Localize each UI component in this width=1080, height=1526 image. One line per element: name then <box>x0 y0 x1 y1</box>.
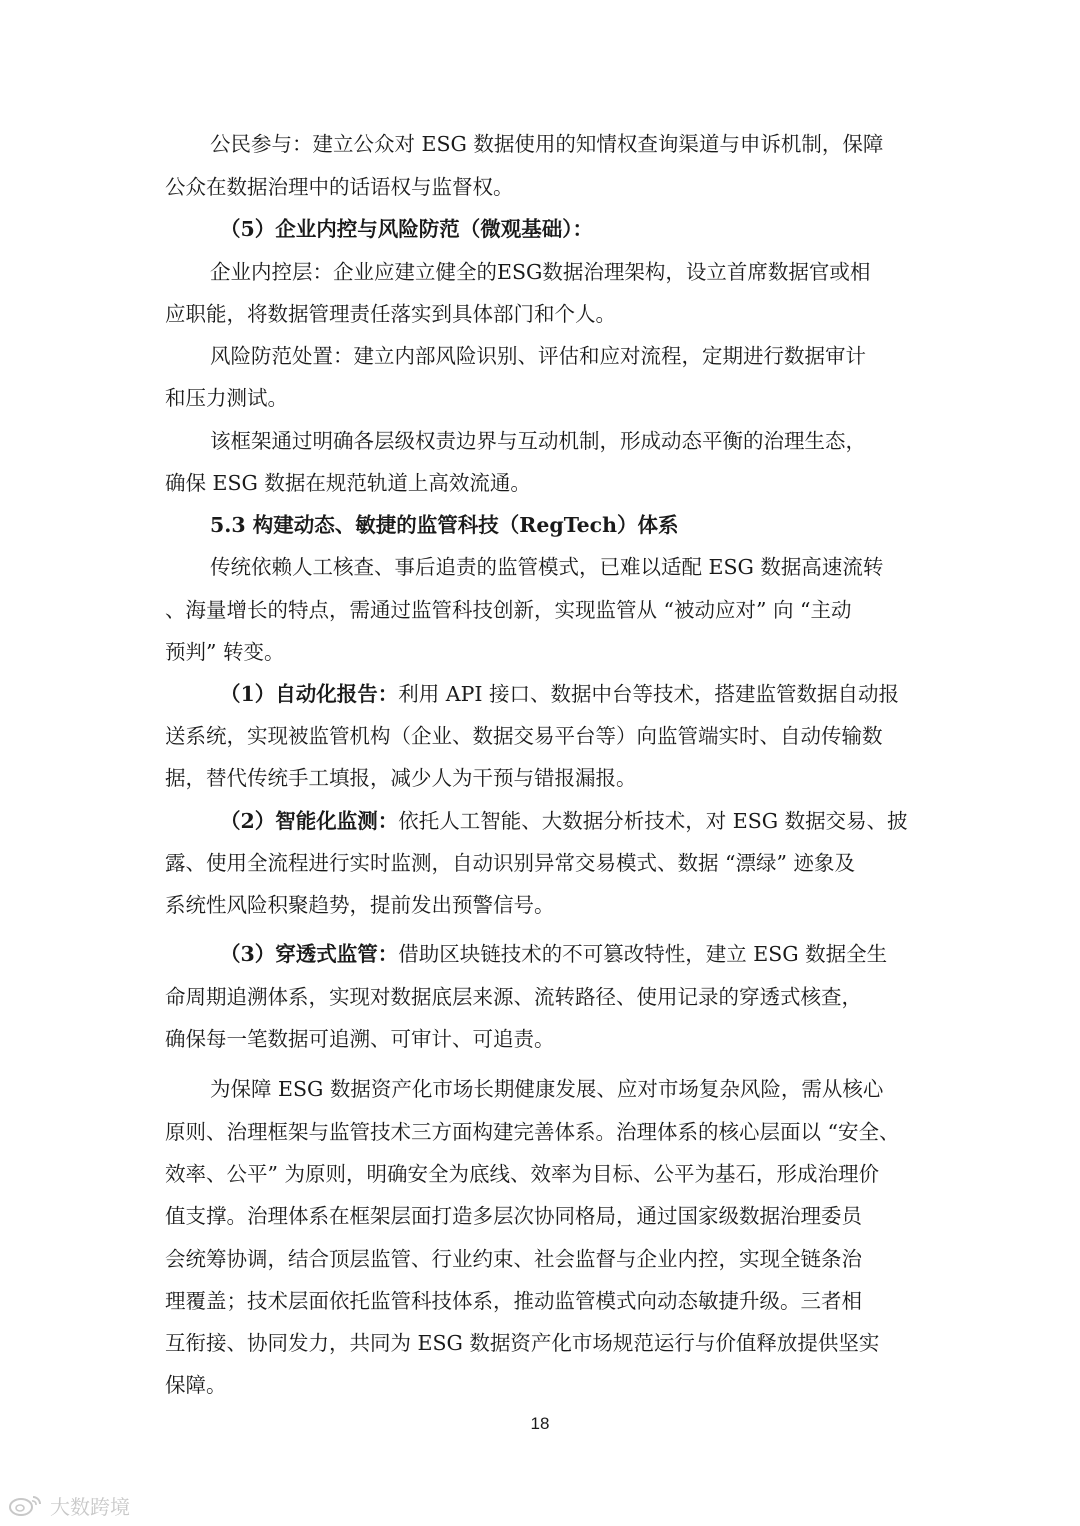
watermark <box>8 1490 130 1520</box>
text-line: 互衔接、协同发力，共同为 ESG 数据资产化市场规范运行与价值释放提供坚实 <box>165 1331 880 1355</box>
list-item-text: 利用 API 接口、数据中台等技术，搭建监管数据自动报 <box>398 682 899 706</box>
text-line: 公众在数据治理中的话语权与监督权。 <box>165 175 514 199</box>
text-line: 命周期追溯体系，实现对数据底层来源、流转路径、使用记录的穿透式核查， <box>165 985 862 1009</box>
text-line: 原则、治理框架与监管技术三方面构建完善体系。治理体系的核心层面以 “安全、 <box>165 1120 900 1144</box>
text-line: 保障。 <box>165 1373 227 1397</box>
text-line: 会统筹协调，结合顶层监管、行业约束、社会监督与企业内控，实现全链条治 <box>165 1247 862 1271</box>
text-line: 系统性风险积聚趋势，提前发出预警信号。 <box>165 893 555 917</box>
watermark-text: 大数跨境 <box>50 1494 130 1519</box>
list-item-text: 依托人工智能、大数据分析技术，对 ESG 数据交易、披 <box>398 809 908 833</box>
text-line: 、海量增长的特点，需通过监管科技创新，实现监管从 “被动应对” 向 “主动 <box>165 598 852 622</box>
text-line: 露、使用全流程进行实时监测，自动识别异常交易模式、数据 “漂绿” 迹象及 <box>165 851 855 875</box>
text-line: 值支撑。治理体系在框架层面打造多层次协同格局，通过国家级数据治理委员 <box>165 1204 862 1228</box>
text-line: 预判” 转变。 <box>165 640 285 664</box>
text-line: 效率、公平” 为原则，明确安全为底线、效率为目标、公平为基石，形成治理价 <box>165 1162 879 1186</box>
list-item-first-line <box>220 807 980 835</box>
weibo-logo-icon <box>8 1492 44 1518</box>
text-line: 传统依赖人工核查、事后追责的监管模式，已难以适配 ESG 数据高速流转 <box>210 555 884 579</box>
text-line: 应职能，将数据管理责任落实到具体部门和个人。 <box>165 302 616 326</box>
text-line: 为保障 ESG 数据资产化市场长期健康发展、应对市场复杂风险，需从核心 <box>210 1077 884 1101</box>
text-line: 公民参与：建立公众对 ESG 数据使用的知情权查询渠道与申诉机制，保障 <box>210 132 884 156</box>
text-line: 送系统，实现被监管机构（企业、数据交易平台等）向监管端实时、自动传输数 <box>165 724 883 748</box>
list-item-label: （3）穿透式监管： <box>220 942 399 966</box>
section-heading: 5.3 构建动态、敏捷的监管科技（RegTech）体系 <box>210 513 679 537</box>
text-line: 风险防范处置：建立内部风险识别、评估和应对流程，定期进行数据审计 <box>210 344 866 368</box>
list-item-first-line <box>220 680 980 708</box>
text-line: 据，替代传统手工填报，减少人为干预与错报漏报。 <box>165 766 637 790</box>
text-line: 和压力测试。 <box>165 386 288 410</box>
list-item-label: （2）智能化监测： <box>220 809 399 833</box>
list-item-text: 借助区块链技术的不可篡改特性，建立 ESG 数据全生 <box>398 942 888 966</box>
text-line: 企业内控层：企业应建立健全的ESG数据治理架构，设立首席数据官或相 <box>210 260 871 284</box>
section-heading: （5）企业内控与风险防范（微观基础）： <box>220 217 594 241</box>
text-line: 理覆盖；技术层面依托监管科技体系，推动监管模式向动态敏捷升级。三者相 <box>165 1289 862 1313</box>
list-item-label: （1）自动化报告： <box>220 682 399 706</box>
text-line: 该框架通过明确各层级权责边界与互动机制，形成动态平衡的治理生态， <box>210 429 866 453</box>
text-line: 确保每一笔数据可追溯、可审计、可追责。 <box>165 1027 555 1051</box>
list-item-first-line <box>220 940 980 968</box>
text-line: 确保 ESG 数据在规范轨道上高效流通。 <box>165 471 531 495</box>
page-number: 18 <box>530 1414 550 1433</box>
